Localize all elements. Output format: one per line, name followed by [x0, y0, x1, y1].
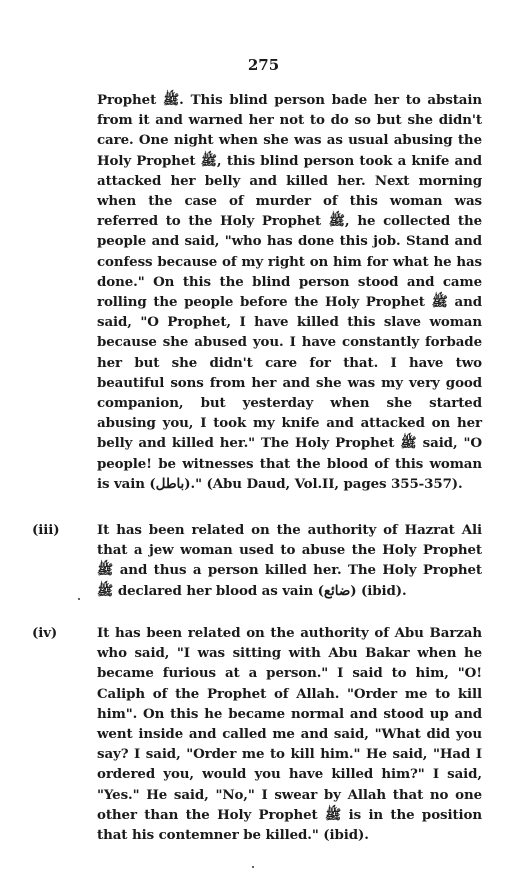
scan-speck: [252, 866, 254, 868]
list-item-text: It has been related on the authority of Abu Barzah who said, "I was sitting with Abu Bakar when he became furious at a person." I said to him, "O! Caliph of the Prophet of Allah. "Order me to kill him". On this he became normal and stood up and went inside and called me and said, "What did you say? I said, "Order me to kill him." He said, "Had I ordered you, would you have killed him?" I said, "Yes." He said, "No," I swear by Allah that no one other than the Holy Prophet ﷺ is in the position that his contemner be killed." (ibid).: [97, 625, 482, 844]
scan-speck: [78, 598, 80, 600]
list-item-label: (iv): [32, 625, 58, 641]
list-item-label: (iii): [32, 522, 60, 538]
page-number: 275: [247, 56, 280, 74]
list-item-text: It has been related on the authority of Hazrat Ali that a jew woman used to abuse the Holy Prophet ﷺ and thus a person killed her. The Holy Prophet ﷺ declared her blood as vain (ضائع) (ibid).: [97, 522, 482, 599]
continued-paragraph: Prophet ﷺ. This blind person bade her to abstain from it and warned her not to do so but she didn't care. One night when she was as usual abusing the Holy Prophet ﷺ, this blind person took a knife and attacked her belly and killed her. Next morning when the case of murder of this woman was referred to the Holy Prophet ﷺ, he collected the people and said, "who has done this job. Stand and confess because of my right on him for what he has done." On this the blind person stood and came rolling the people before the Holy Prophet ﷺ and said, "O Prophet, I have killed this slave woman because she abused you. I have constantly forbade her but she didn't care for that. I have two beautiful sons from her and she was my very good companion, but yesterday when she started abusing you, I took my knife and attacked on her belly and killed her." The Holy Prophet ﷺ said, "O people! be witnesses that the blood of this woman is vain (باطل)." (Abu Daud, Vol.II, pages 355-357).: [97, 92, 483, 492]
